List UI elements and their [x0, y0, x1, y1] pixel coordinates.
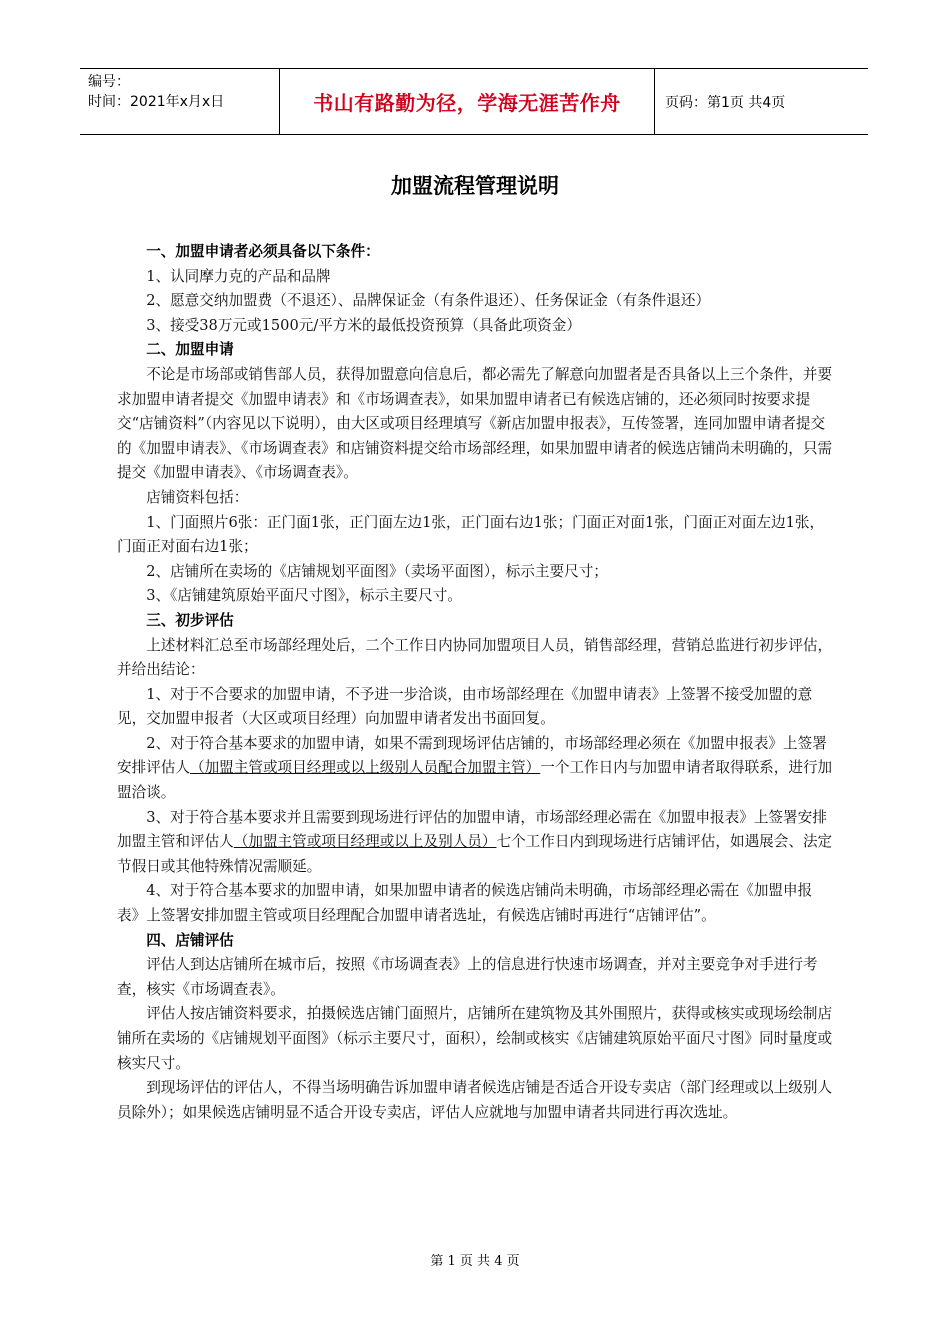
paragraph: 评估人到达店铺所在城市后，按照《市场调查表》上的信息进行快速市场调查，并对主要竞争对手进行考查，核实《市场调查表》。: [117, 956, 818, 998]
page-footer: 第 1 页 共 4 页: [430, 1254, 520, 1269]
document-header: [80, 68, 868, 135]
paragraph: [117, 806, 833, 880]
text-segment: 3、对于符合基本要求并且需要到现场进行评估的加盟申请，市场部经理必需在《加盟申报表》上签署安排加盟主管和评估人: [117, 808, 827, 851]
text-segment: 2、对于符合基本要求的加盟申请，如果不需到现场评估店铺的，市场部经理必须在《加盟申报表》上签署安排评估人: [117, 734, 827, 777]
header-page-cell: [654, 69, 868, 134]
paragraph: 到现场评估的评估人，不得当场明确告诉加盟申请者候选店铺是否适合开设专卖店（部门经理或以上级别人员除外）；如果候选店铺明显不适合开设专卖店，评估人应就地与加盟申请者共同进行再次选址。: [117, 1079, 833, 1121]
paragraph: 店铺资料包括：: [146, 488, 249, 506]
condition-item-3: 3、接受38万元或1500元/平方米的最低投资预算（具备此项资金）: [146, 316, 581, 334]
paragraph: 3、《店铺建筑原始平面尺寸图》，标示主要尺寸。: [146, 587, 462, 605]
number-label: 编号：: [88, 74, 130, 90]
text-segment: 一个工作日内与加盟申请者取得联系，进行加盟洽谈。: [117, 759, 833, 802]
header-motto-cell: [279, 69, 654, 134]
underlined-text: （加盟主管或项目经理或以上级别人员配合加盟主管）: [189, 759, 541, 777]
paragraph: 1、门面照片6张：正门面1张，正门面左边1张，正门面右边1张；门面正对面1张，门面正对面左边1张，门面正对面右边1张；: [117, 513, 825, 556]
document-title: 加盟流程管理说明: [391, 174, 559, 198]
paragraph: 1、对于不合要求的加盟申请，不予进一步洽谈，由市场部经理在《加盟申请表》上签署不接受加盟的意见，交加盟申报者（大区或项目经理）向加盟申请者发出书面回复。: [117, 685, 813, 728]
underlined-text: （加盟主管或项目经理或以上及别人员）: [233, 833, 497, 851]
condition-item-1: 1、认同摩力克的产品和品牌: [146, 267, 331, 285]
paragraph: 上述材料汇总至市场部经理处后，二个工作日内协同加盟项目人员，销售部经理，营销总监进行初步评估，并给出结论：: [117, 636, 833, 679]
paragraph: 2、店铺所在卖场的《店铺规划平面图》（卖场平面图），标示主要尺寸；: [146, 562, 608, 580]
section-heading-3: 三、初步评估: [146, 611, 234, 629]
text-segment: 七个工作日内到现场进行店铺评估，如遇展会、法定节假日或其他特殊情况需顺延。: [117, 833, 833, 875]
condition-item-2: 2、愿意交纳加盟费（不退还）、品牌保证金（有条件退还）、任务保证金（有条件退还）: [146, 292, 711, 310]
time-line: 时间：2021年x月x日: [88, 94, 225, 110]
section-heading-2: 二、加盟申请: [146, 341, 234, 359]
section-heading-4: 四、店铺评估: [146, 931, 234, 949]
paragraph: 4、对于符合基本要求的加盟申请，如果加盟申请者的候选店铺尚未明确，市场部经理必需在《加盟申报表》上签署安排加盟主管或项目经理配合加盟申请者选址，有候选店铺时再进行“店铺评估”。: [117, 882, 813, 925]
section-heading-1: 一、加盟申请者必须具备以下条件：: [146, 243, 380, 260]
paragraph: [117, 732, 833, 806]
header-meta-cell: [80, 69, 279, 134]
paragraph: 不论是市场部或销售部人员，获得加盟意向信息后，都必需先了解意向加盟者是否具备以上三个条件，并要求加盟申请者提交《加盟申请表》和《市场调查表》，如果加盟申请者已有候选店铺的，还必须同时按要求提交“店铺资料”（内容见以下说明），由大区或项目经理填写《新店加盟申报表》，互传签署，连同加盟申请者提交的《加盟申请表》、《市场调查表》和店铺资料提交给市场部经理，如果加盟申请者的候选店铺尚未明确的，只需提交《加盟申请表》、《市场调查表》。: [117, 365, 833, 482]
page-info: 页码：第1页 共4页: [665, 94, 786, 111]
paragraph: 评估人按店铺资料要求，拍摄候选店铺门面照片，店铺所在建筑物及其外围照片，获得或核实或现场绘制店铺所在卖场的《店铺规划平面图》（标示主要尺寸，面积），绘制或核实《店铺建筑原始平面尺寸图》同时量度或核实尺寸。: [117, 1005, 833, 1072]
motto: 书山有路勤为径，学海无涯苦作舟: [313, 91, 621, 115]
document-body: [117, 240, 833, 1125]
